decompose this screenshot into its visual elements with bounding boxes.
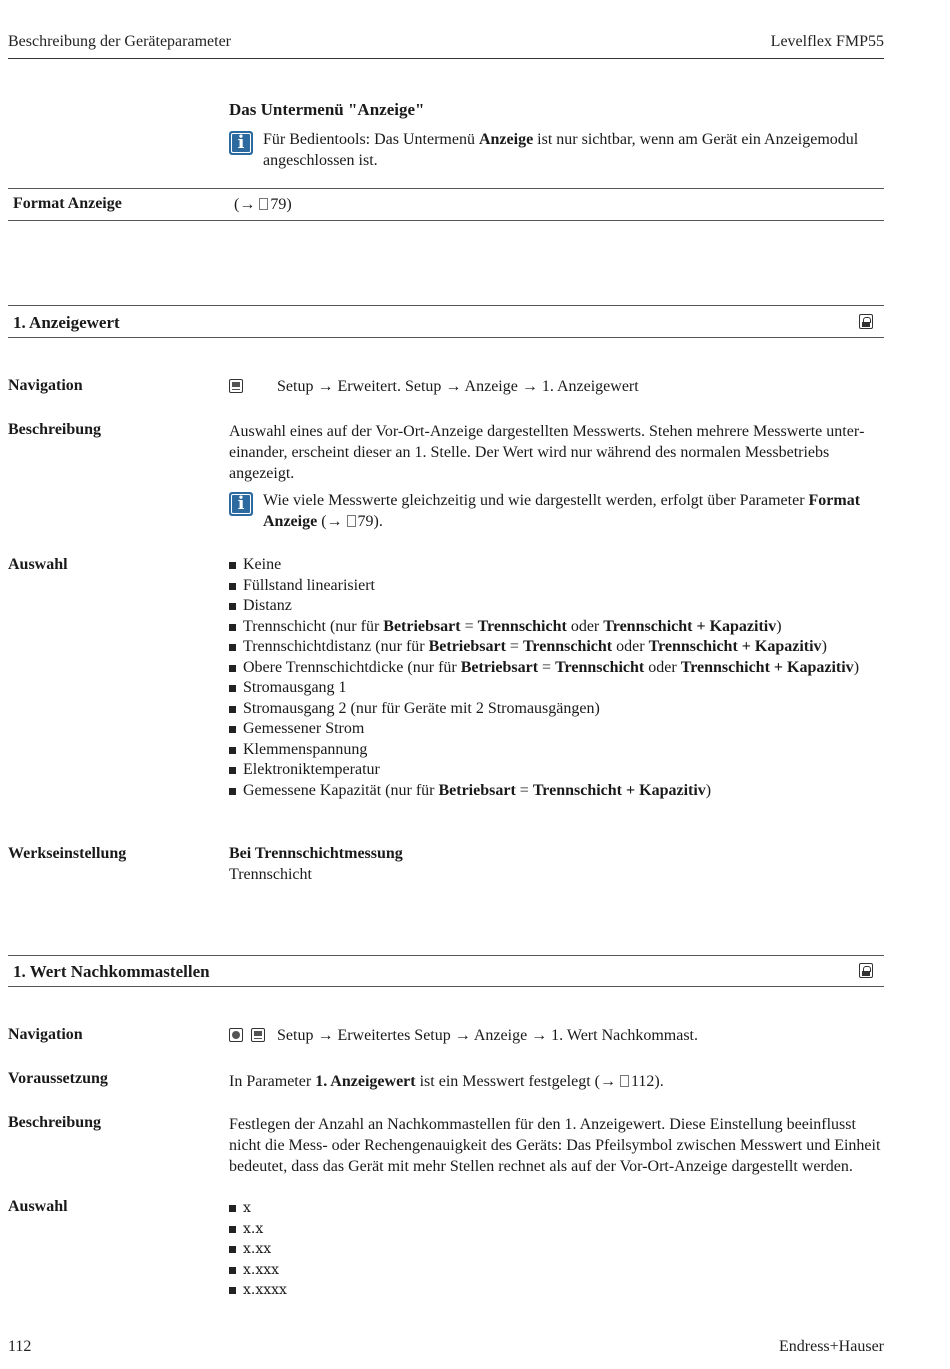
list-item: x <box>229 1198 884 1219</box>
list-item: Klemmenspannung <box>229 740 884 761</box>
navigation-label: Navigation <box>8 1026 83 1043</box>
display-icon <box>229 379 243 393</box>
factory-setting-title: Bei Trennschichtmessung <box>229 845 403 862</box>
description-label: Beschreibung <box>8 1114 102 1131</box>
section1-note <box>229 490 884 534</box>
navigation-path: Setup → Erweitert. Setup → Anzeige → 1. Anzeigewert <box>229 378 884 396</box>
divider <box>8 188 884 189</box>
list-item: Trennschichtdistanz (nur für Betriebsart = Trennschicht oder Trennschicht + Kapazitiv) <box>229 637 884 658</box>
choice-list <box>229 555 884 801</box>
list-item: Obere Trennschichtdicke (nur für Betriebsart = Trennschicht oder Trennschicht + Kapazitiv) <box>229 658 884 679</box>
divider <box>8 986 884 987</box>
info-icon: i <box>229 131 253 155</box>
page-ref-icon <box>259 198 268 210</box>
prerequisite-label: Voraussetzung <box>8 1070 108 1087</box>
description-text: Auswahl eines auf der Vor-Ort-Anzeige dargestellten Messwerts. Stehen mehrere Messwerte untereinander, erscheint dieser an 1. Stelle. Der Wert wird nur während des normalen Messbetriebs angezeigt. <box>229 423 865 482</box>
list-item: Gemessene Kapazität (nur für Betriebsart = Trennschicht + Kapazitiv) <box>229 781 884 802</box>
info-icon: i <box>229 492 253 516</box>
lock-icon <box>859 314 873 329</box>
factory-setting-label: Werkseinstellung <box>8 845 127 862</box>
footer-brand: Endress+Hauser <box>779 1338 884 1355</box>
submenu-note-text: Für Bedientools: Das Untermenü Anzeige ist nur sichtbar, wenn am Gerät ein Anzeigemodul angeschlossen ist. <box>263 131 859 169</box>
factory-setting-value: Trennschicht <box>229 866 312 883</box>
navigation-path: Setup → Erweitertes Setup → Anzeige → 1. Wert Nachkommast. <box>229 1027 884 1045</box>
list-item: x.x <box>229 1219 884 1240</box>
divider <box>8 220 884 221</box>
list-item: Distanz <box>229 596 884 617</box>
lock-icon <box>859 963 873 978</box>
list-item: Trennschicht (nur für Betriebsart = Trennschicht oder Trennschicht + Kapazitiv) <box>229 617 884 638</box>
section-title-anzeigewert: 1. Anzeigewert <box>13 313 120 332</box>
list-item: Gemessener Strom <box>229 719 884 740</box>
page-ref-icon <box>620 1075 629 1087</box>
page-ref-icon <box>347 515 356 527</box>
navigation-label: Navigation <box>8 377 83 394</box>
divider <box>8 305 884 306</box>
list-item: x.xx <box>229 1239 884 1260</box>
list-item: x.xxx <box>229 1260 884 1281</box>
page-number: 112 <box>8 1338 32 1355</box>
list-item: Keine <box>229 555 884 576</box>
section-title-nachkommastellen: 1. Wert Nachkommastellen <box>13 962 210 981</box>
list-item: Elektroniktemperatur <box>229 760 884 781</box>
format-anzeige-ref[interactable]: (→ 79) <box>234 196 292 213</box>
page-header-section: Beschreibung der Geräteparameter <box>8 33 231 50</box>
description-text: Festlegen der Anzahl an Nachkommastellen für den 1. Anzeigewert. Diese Einstellung beeinflusst nicht die Mess- oder Rechengenauigkeit des Geräts: Das Pfeilsymbol zwischen Messwert und Einheit bedeutet, dass das Gerät mit mehr Stellen rechnet als auf der Vor-Ort-Anzeige dargestellt werden. <box>229 1116 881 1175</box>
header-rule <box>8 58 884 59</box>
submenu-note <box>229 129 884 173</box>
choice-list <box>229 1198 884 1301</box>
display-icon <box>251 1028 265 1042</box>
list-item: Stromausgang 1 <box>229 678 884 699</box>
list-item: Stromausgang 2 (nur für Geräte mit 2 Stromausgängen) <box>229 699 884 720</box>
divider <box>8 337 884 338</box>
prerequisite-text: In Parameter 1. Anzeigewert ist ein Messwert festgelegt (→ 112). <box>229 1073 664 1090</box>
description-label: Beschreibung <box>8 421 102 438</box>
divider <box>8 955 884 956</box>
choice-label: Auswahl <box>8 1198 68 1215</box>
list-item: x.xxxx <box>229 1280 884 1301</box>
submenu-title: Das Untermenü "Anzeige" <box>229 100 425 119</box>
format-anzeige-label: Format Anzeige <box>13 195 122 212</box>
operation-icon <box>229 1028 243 1042</box>
page-header-product: Levelflex FMP55 <box>770 33 884 50</box>
choice-label: Auswahl <box>8 556 68 573</box>
section1-note-text: Wie viele Messwerte gleichzeitig und wie dargestellt werden, erfolgt über Parameter Format Anzeige (→ 79). <box>263 492 861 530</box>
list-item: Füllstand linearisiert <box>229 576 884 597</box>
